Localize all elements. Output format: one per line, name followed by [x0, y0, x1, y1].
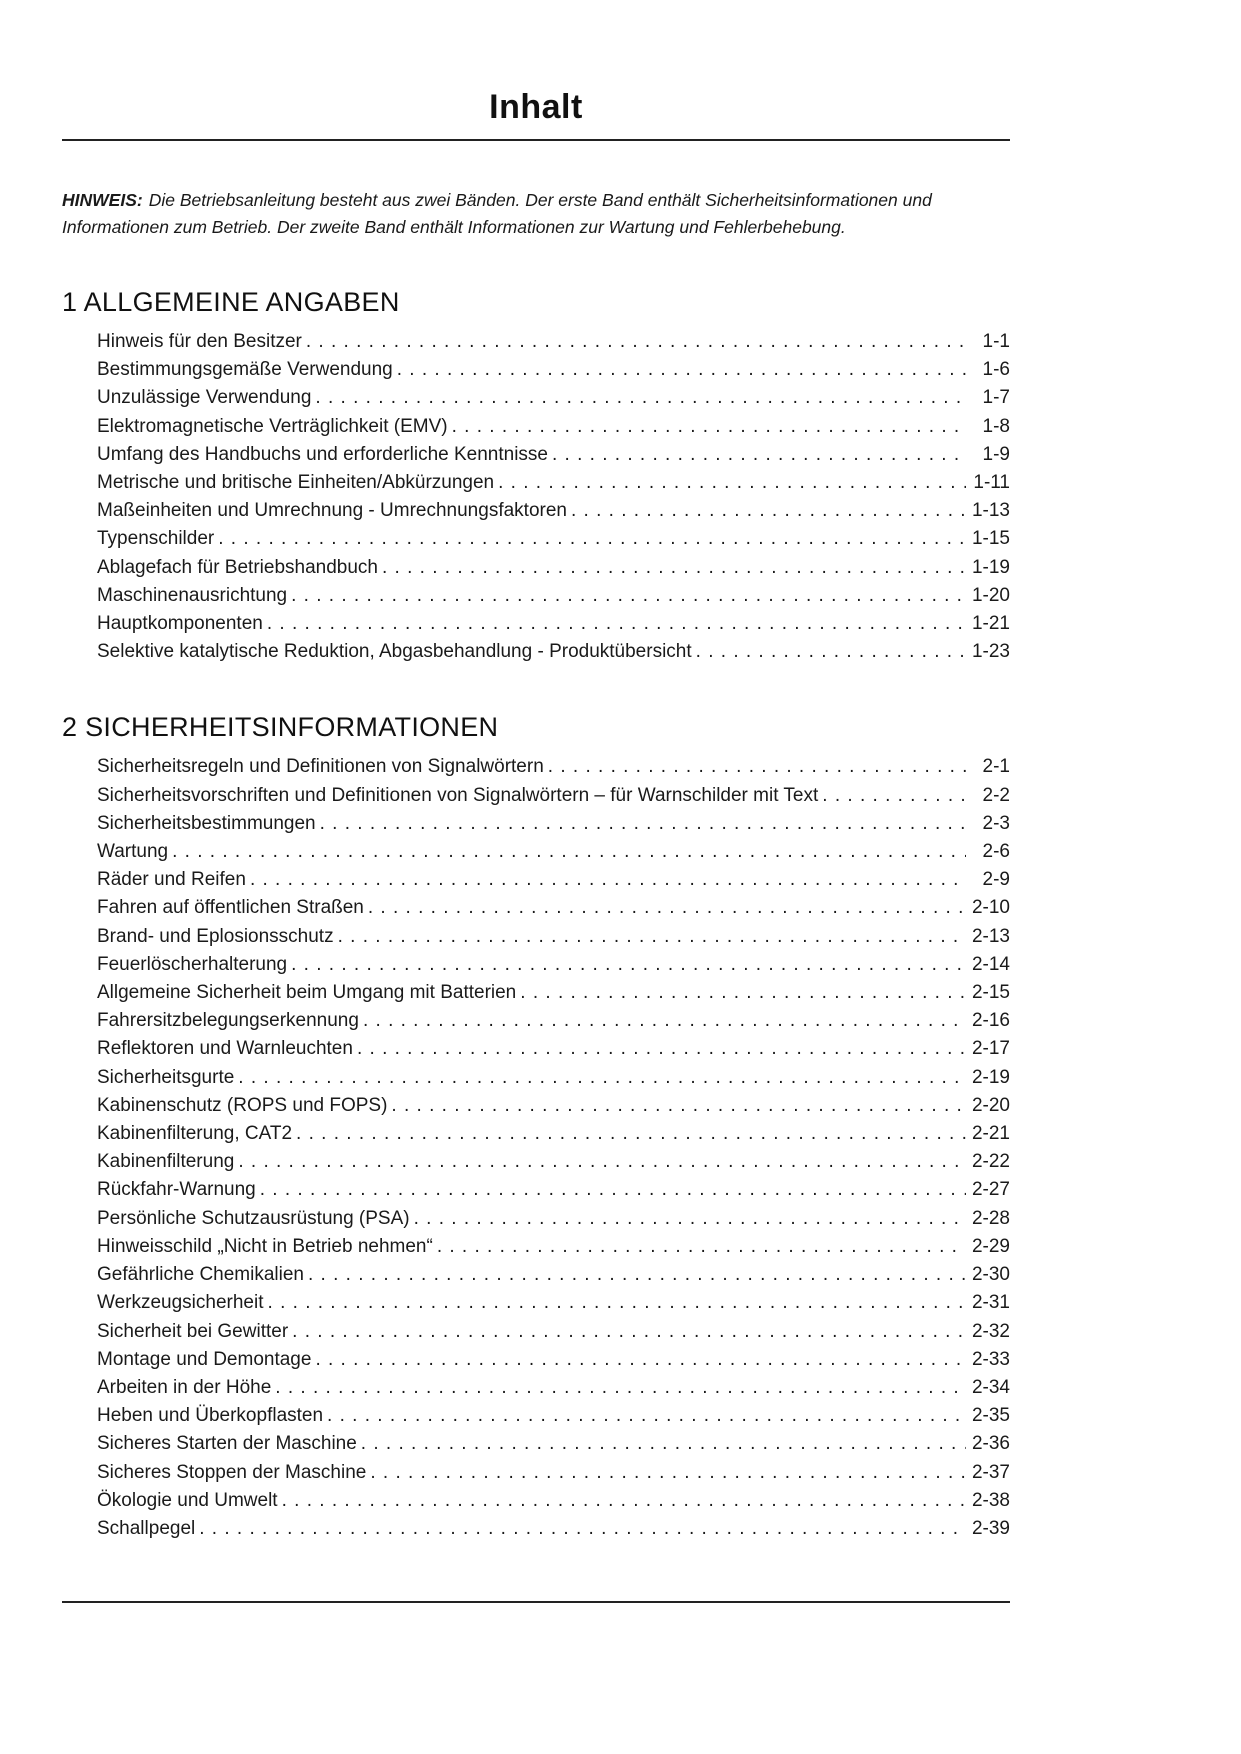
toc-entry-title: Unzulässige Verwendung: [97, 387, 312, 409]
dot-leader: [363, 1007, 966, 1035]
toc-entry-page-number: 2-9: [982, 869, 1010, 891]
dot-leader: [822, 782, 966, 810]
toc-entry: [97, 1289, 1010, 1317]
toc-entry-title: Maßeinheiten und Umrechnung - Umrechnungsfaktoren: [97, 500, 567, 522]
toc-entry-page-number: 2-30: [971, 1264, 1010, 1286]
toc-entry: [97, 638, 1010, 666]
dot-leader: [250, 866, 966, 894]
dot-leader: [238, 1064, 966, 1092]
toc-entry-title: Kabinenfilterung, CAT2: [97, 1123, 293, 1145]
dot-leader: [552, 441, 966, 469]
toc-entry-title: Sicherheitsregeln und Definitionen von Signalwörtern: [97, 756, 544, 778]
toc-entry-title: Heben und Überkopflasten: [97, 1405, 324, 1427]
toc-entry-title: Sicherheit bei Gewitter: [97, 1320, 289, 1342]
dot-leader: [520, 979, 966, 1007]
toc-entry: [97, 1374, 1010, 1402]
toc-entry: [97, 866, 1010, 894]
toc-entry-page-number: 2-33: [971, 1348, 1010, 1370]
toc-entry-title: Sicheres Stoppen der Maschine: [97, 1461, 367, 1483]
toc-entry-title: Elektromagnetische Verträglichkeit (EMV): [97, 415, 448, 437]
toc-entry-page-number: 2-31: [971, 1292, 1010, 1314]
toc-entry-title: Räder und Reifen: [97, 869, 246, 891]
toc-entry: [97, 328, 1010, 356]
toc-entry-page-number: 1-11: [973, 472, 1010, 494]
dot-leader: [267, 610, 966, 638]
toc-entry-page-number: 2-29: [971, 1235, 1010, 1257]
toc-entry: [97, 951, 1010, 979]
dot-leader: [397, 356, 966, 384]
toc-entry: [97, 1261, 1010, 1289]
toc-entry: [97, 979, 1010, 1007]
toc-entry-title: Sicherheitsvorschriften und Definitionen von Signalwörtern – für Warnschilder mit Text: [97, 784, 819, 806]
toc-entry-page-number: 2-13: [971, 925, 1010, 947]
toc-entry-page-number: 1-21: [971, 613, 1010, 635]
section-heading: 1 ALLGEMEINE ANGABEN: [62, 287, 400, 317]
toc-entry: [97, 1205, 1010, 1233]
toc-entry: [97, 923, 1010, 951]
toc-entry-title: Umfang des Handbuchs und erforderliche Kenntnisse: [97, 443, 548, 465]
toc-entry-page-number: 1-9: [982, 443, 1010, 465]
toc-entry-page-number: 2-35: [971, 1405, 1010, 1427]
dot-leader: [414, 1205, 966, 1233]
toc-entry-title: Hinweisschild „Nicht in Betrieb nehmen“: [97, 1235, 433, 1257]
toc-entry-page-number: 1-19: [971, 556, 1010, 578]
toc-entry-title: Kabinenfilterung: [97, 1151, 235, 1173]
note-label: HINWEIS:: [62, 190, 143, 210]
dot-leader: [327, 1402, 966, 1430]
note-text: Die Betriebsanleitung besteht aus zwei Bänden. Der erste Band enthält Sicherheitsinformationen und Informationen zum Betrieb. Der zweite Band enthält Informationen zur Wartung und Fehlerbehebung.: [62, 190, 932, 237]
toc-entry-page-number: 2-28: [971, 1207, 1010, 1229]
dot-leader: [291, 951, 966, 979]
toc-entry-page-number: 2-3: [982, 812, 1010, 834]
section-heading: 2 SICHERHEITSINFORMATIONEN: [62, 712, 499, 743]
dot-leader: [368, 894, 966, 922]
toc-entry-page-number: 1-23: [971, 641, 1010, 663]
toc-entry-title: Feuerlöscherhalterung: [97, 953, 288, 975]
dot-leader: [238, 1148, 966, 1176]
toc-entry-page-number: 2-22: [971, 1151, 1010, 1173]
dot-leader: [571, 497, 966, 525]
toc-entry-page-number: 1-13: [971, 500, 1010, 522]
toc-entry-title: Hinweis für den Besitzer: [97, 331, 302, 352]
toc-sections: [62, 287, 1010, 1543]
toc-entry-title: Wartung: [97, 841, 169, 863]
dot-leader: [437, 1233, 966, 1261]
toc-entry-title: Sicherheitsbestimmungen: [97, 812, 316, 834]
toc-section: [62, 712, 1010, 1543]
dot-leader: [382, 554, 966, 582]
toc-entry: [97, 1402, 1010, 1430]
dot-leader: [320, 810, 966, 838]
toc-entry: [97, 525, 1010, 553]
toc-entry-page-number: 2-38: [971, 1489, 1010, 1511]
toc-entry: [97, 1176, 1010, 1204]
toc-entry-page-number: 2-20: [971, 1094, 1010, 1116]
toc-entry-title: Gefährliche Chemikalien: [97, 1264, 304, 1286]
toc-entry: [97, 838, 1010, 866]
toc-entry-title: Ökologie und Umwelt: [97, 1489, 278, 1511]
toc-entry: [97, 1430, 1010, 1458]
toc-entry-page-number: 2-34: [971, 1376, 1010, 1398]
dot-leader: [218, 525, 966, 553]
toc-entry: [97, 1120, 1010, 1148]
toc-entry: [97, 753, 1010, 781]
toc-entry-page-number: 2-36: [971, 1433, 1010, 1455]
toc-entry-page-number: 1-15: [971, 528, 1010, 550]
dot-leader: [548, 753, 966, 781]
toc-section: [62, 287, 1010, 666]
toc-entry-title: Bestimmungsgemäße Verwendung: [97, 359, 393, 381]
toc-entry-page-number: 1-1: [982, 331, 1010, 352]
toc-entry: [97, 782, 1010, 810]
dot-leader: [391, 1092, 966, 1120]
toc-entry: [97, 1233, 1010, 1261]
toc-entry-page-number: 2-6: [982, 841, 1010, 863]
toc-entry: [97, 441, 1010, 469]
toc-entry-page-number: 2-27: [971, 1179, 1010, 1201]
toc-entry-title: Fahren auf öffentlichen Straßen: [97, 897, 364, 919]
toc-entry-title: Maschinenausrichtung: [97, 584, 288, 606]
toc-entry-page-number: 2-21: [971, 1123, 1010, 1145]
toc-entry: [97, 469, 1010, 497]
toc-entry-title: Montage und Demontage: [97, 1348, 312, 1370]
toc-entry: [97, 610, 1010, 638]
toc-entry: [97, 1064, 1010, 1092]
toc-entry-list: [62, 753, 1010, 1543]
toc-entry: [97, 1007, 1010, 1035]
dot-leader: [260, 1176, 966, 1204]
bottom-rule: [62, 1601, 1010, 1603]
toc-entry-title: Sicheres Starten der Maschine: [97, 1433, 357, 1455]
dot-leader: [199, 1515, 966, 1543]
toc-entry: [97, 1487, 1010, 1515]
dot-leader: [357, 1035, 966, 1063]
toc-entry-title: Allgemeine Sicherheit beim Umgang mit Batterien: [97, 982, 517, 1004]
dot-leader: [338, 923, 966, 951]
dot-leader: [696, 638, 966, 666]
toc-entry: [97, 1515, 1010, 1543]
toc-entry: [97, 413, 1010, 441]
toc-entry: [97, 582, 1010, 610]
toc-entry-title: Metrische und britische Einheiten/Abkürzungen: [97, 472, 495, 494]
dot-leader: [315, 384, 966, 412]
dot-leader: [291, 582, 966, 610]
note-paragraph: [62, 187, 1010, 241]
toc-entry-page-number: 2-39: [971, 1517, 1010, 1539]
dot-leader: [296, 1120, 966, 1148]
toc-entry-title: Schallpegel: [97, 1517, 196, 1539]
toc-entry-page-number: 1-6: [982, 359, 1010, 381]
toc-entry-page-number: 2-14: [971, 953, 1010, 975]
toc-entry-title: Hauptkomponenten: [97, 613, 263, 635]
toc-entry: [97, 1346, 1010, 1374]
toc-entry-page-number: 2-37: [971, 1461, 1010, 1483]
toc-entry: [97, 1092, 1010, 1120]
toc-entry-list: [62, 328, 1010, 666]
dot-leader: [275, 1374, 966, 1402]
toc-entry-page-number: 1-7: [982, 387, 1010, 409]
toc-entry-page-number: 2-15: [971, 982, 1010, 1004]
toc-entry-title: Fahrersitzbelegungserkennung: [97, 1010, 359, 1032]
toc-entry-page-number: 2-17: [971, 1038, 1010, 1060]
toc-entry-title: Brand- und Eplosionsschutz: [97, 925, 334, 947]
toc-entry: [97, 1035, 1010, 1063]
toc-entry-page-number: 1-8: [982, 415, 1010, 437]
toc-entry: [97, 894, 1010, 922]
toc-entry-page-number: 2-16: [971, 1010, 1010, 1032]
toc-entry-page-number: 2-2: [982, 784, 1010, 806]
toc-entry-title: Werkzeugsicherheit: [97, 1292, 264, 1314]
toc-entry-title: Ablagefach für Betriebshandbuch: [97, 556, 378, 578]
toc-entry: [97, 497, 1010, 525]
toc-entry-title: Sicherheitsgurte: [97, 1066, 235, 1088]
toc-entry: [97, 1148, 1010, 1176]
dot-leader: [306, 328, 966, 356]
dot-leader: [361, 1430, 966, 1458]
dot-leader: [268, 1289, 966, 1317]
dot-leader: [292, 1318, 966, 1346]
toc-entry: [97, 1459, 1010, 1487]
dot-leader: [370, 1459, 966, 1487]
toc-entry-title: Rückfahr-Warnung: [97, 1179, 256, 1201]
toc-entry-page-number: 2-32: [971, 1320, 1010, 1342]
toc-entry-title: Typenschilder: [97, 528, 215, 550]
toc-entry-title: Persönliche Schutzausrüstung (PSA): [97, 1207, 410, 1229]
dot-leader: [282, 1487, 966, 1515]
dot-leader: [498, 469, 966, 497]
toc-entry: [97, 384, 1010, 412]
dot-leader: [172, 838, 966, 866]
toc-entry-title: Reflektoren und Warnleuchten: [97, 1038, 353, 1060]
toc-entry: [97, 810, 1010, 838]
toc-entry-title: Arbeiten in der Höhe: [97, 1376, 272, 1398]
toc-entry-page-number: 2-10: [971, 897, 1010, 919]
toc-entry-title: Selektive katalytische Reduktion, Abgasbehandlung - Produktübersicht: [97, 641, 692, 663]
dot-leader: [452, 413, 966, 441]
toc-entry: [97, 356, 1010, 384]
top-rule: [62, 139, 1010, 141]
dot-leader: [315, 1346, 966, 1374]
toc-entry-title: Kabinenschutz (ROPS und FOPS): [97, 1094, 388, 1116]
toc-entry-page-number: 1-20: [971, 584, 1010, 606]
dot-leader: [308, 1261, 966, 1289]
toc-entry-page-number: 2-19: [971, 1066, 1010, 1088]
page-title: Inhalt: [489, 88, 583, 126]
toc-entry: [97, 554, 1010, 582]
toc-entry: [97, 1318, 1010, 1346]
toc-entry-page-number: 2-1: [982, 756, 1010, 778]
